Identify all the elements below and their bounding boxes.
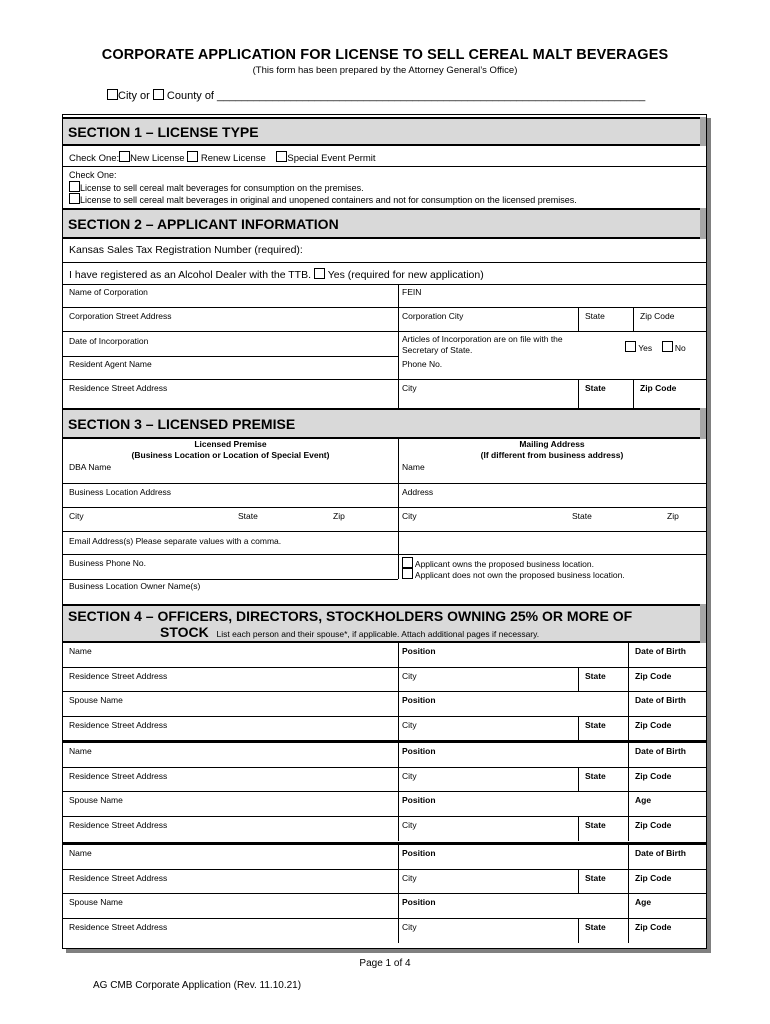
col-divider bbox=[633, 307, 634, 331]
ttb-yes-label: Yes (required for new application) bbox=[327, 269, 484, 281]
officer-field-label: Date of Birth bbox=[635, 848, 686, 858]
divider bbox=[63, 691, 706, 692]
col-divider bbox=[398, 768, 399, 793]
articles-label-line2: Secretary of State. bbox=[402, 345, 473, 355]
divider bbox=[63, 356, 399, 357]
col-divider bbox=[578, 379, 579, 408]
owner-names-label: Business Location Owner Name(s) bbox=[69, 581, 201, 591]
officer-field-label: Position bbox=[402, 848, 436, 858]
articles-label-line1: Articles of Incorporation are on file with the bbox=[402, 334, 563, 344]
officer-field-label: Residence Street Address bbox=[69, 921, 168, 932]
ttb-label: I have registered as an Alcohol Dealer with the TTB. bbox=[69, 269, 312, 281]
col-divider bbox=[628, 845, 629, 870]
city-label: City or bbox=[118, 90, 150, 102]
col-divider bbox=[628, 817, 629, 842]
on-premises-label: License to sell cereal malt beverages for consumption on the premises. bbox=[80, 183, 364, 193]
articles-yes-label: Yes bbox=[638, 343, 653, 353]
officer-field-label: Spouse Name bbox=[69, 795, 123, 805]
articles-yes bbox=[625, 341, 686, 353]
col-divider bbox=[398, 439, 399, 579]
col-divider bbox=[398, 919, 399, 944]
agent-zip-label: Zip Code bbox=[640, 383, 677, 393]
col-divider bbox=[628, 792, 629, 817]
ttb-row bbox=[69, 268, 484, 281]
officer-field-label: Position bbox=[402, 646, 436, 656]
officer-field-label: Spouse Name bbox=[69, 897, 123, 907]
officer-field-label: City bbox=[402, 819, 417, 830]
col-divider bbox=[398, 284, 399, 408]
premises-option-2 bbox=[69, 193, 577, 205]
officer-field-label: Zip Code bbox=[635, 719, 672, 730]
col-divider bbox=[398, 668, 399, 693]
not-owns-checkbox[interactable] bbox=[402, 568, 413, 579]
business-location-label: Business Location Address bbox=[69, 487, 172, 497]
col-divider bbox=[628, 768, 629, 793]
business-phone-label: Business Phone No. bbox=[69, 558, 147, 568]
col-divider bbox=[628, 743, 629, 768]
mailing-address-head: Mailing Address bbox=[519, 439, 585, 449]
divider bbox=[63, 331, 706, 332]
premise-city-label: City bbox=[69, 511, 84, 521]
officer-field-label: Position bbox=[402, 897, 436, 907]
agent-city-label: City bbox=[402, 383, 417, 393]
officer-field-label: Position bbox=[402, 795, 436, 805]
mailing-city-label: City bbox=[402, 511, 417, 521]
col-divider bbox=[578, 668, 579, 693]
section-4-note: List each person and their spouse*, if applicable. Attach additional pages if necessary. bbox=[216, 629, 540, 639]
col-divider bbox=[398, 817, 399, 842]
section-4-title: SECTION 4 – OFFICERS, DIRECTORS, STOCKHOLDERS OWNING 25% OR MORE OF bbox=[68, 608, 633, 624]
renew-license-label: Renew License bbox=[200, 153, 266, 164]
col-divider bbox=[578, 817, 579, 842]
officer-field-label: Zip Code bbox=[635, 921, 672, 932]
officer-field-label: Zip Code bbox=[635, 670, 672, 681]
section-1-side bbox=[700, 117, 706, 146]
divider bbox=[63, 483, 706, 484]
col-divider bbox=[398, 692, 399, 717]
corp-city-label: Corporation City bbox=[402, 311, 464, 321]
new-license-checkbox[interactable] bbox=[119, 151, 130, 162]
divider bbox=[63, 767, 706, 768]
new-license-label: New License bbox=[130, 153, 185, 164]
divider bbox=[63, 579, 398, 580]
not-owns-label: Applicant does not own the proposed business location. bbox=[414, 570, 625, 580]
officer-field-label: Position bbox=[402, 695, 436, 705]
col-divider bbox=[628, 894, 629, 919]
officer-field-label: City bbox=[402, 719, 417, 730]
licensed-premise-subhead: (Business Location or Location of Special Event) bbox=[131, 450, 330, 460]
col-divider bbox=[578, 307, 579, 331]
form-subtitle: (This form has been prepared by the Attorney General’s Office) bbox=[252, 65, 518, 76]
section-2-side bbox=[700, 208, 706, 239]
corp-zip-label: Zip Code bbox=[640, 311, 675, 321]
special-event-label: Special Event Permit bbox=[287, 153, 376, 164]
off-premises-checkbox[interactable] bbox=[69, 193, 80, 204]
officer-field-label: Position bbox=[402, 746, 436, 756]
page-number: Page 1 of 4 bbox=[359, 958, 411, 969]
divider bbox=[63, 554, 706, 555]
officer-field-label: State bbox=[585, 819, 606, 830]
divider bbox=[63, 262, 706, 263]
officer-field-label: Name bbox=[69, 746, 92, 756]
officer-field-label: Residence Street Address bbox=[69, 670, 168, 681]
col-divider bbox=[628, 870, 629, 895]
officer-field-label: Zip Code bbox=[635, 872, 672, 883]
divider bbox=[63, 918, 706, 919]
county-label: County of ______________________________________________________________________ bbox=[166, 90, 646, 102]
agent-state-label: State bbox=[585, 383, 606, 393]
officer-field-label: Date of Birth bbox=[635, 746, 686, 756]
divider bbox=[63, 869, 706, 870]
mailing-name-label: Name bbox=[402, 462, 425, 472]
tax-registration-label: Kansas Sales Tax Registration Number (required): bbox=[69, 244, 303, 256]
date-incorporation-label: Date of Incorporation bbox=[69, 336, 149, 346]
email-label: Email Address(s) Please separate values with a comma. bbox=[69, 536, 282, 546]
col-divider bbox=[578, 717, 579, 742]
divider bbox=[63, 667, 706, 668]
officer-field-label: Date of Birth bbox=[635, 646, 686, 656]
officer-field-label: Zip Code bbox=[635, 819, 672, 830]
divider bbox=[63, 816, 706, 817]
corp-state-label: State bbox=[585, 311, 605, 321]
articles-no-checkbox[interactable] bbox=[662, 341, 673, 352]
articles-no-label: No bbox=[674, 343, 686, 353]
divider bbox=[63, 379, 706, 380]
officer-field-label: State bbox=[585, 921, 606, 932]
officer-field-label: City bbox=[402, 872, 417, 883]
divider bbox=[63, 716, 706, 717]
corp-name-label: Name of Corporation bbox=[69, 287, 148, 297]
col-divider bbox=[398, 792, 399, 817]
divider bbox=[63, 166, 706, 167]
mailing-address-label: Address bbox=[402, 487, 434, 497]
col-divider bbox=[628, 919, 629, 944]
license-type-row bbox=[69, 151, 376, 164]
frame-shadow-right bbox=[707, 118, 711, 953]
divider bbox=[63, 893, 706, 894]
section-3-side bbox=[700, 408, 706, 439]
section-2-header: SECTION 2 – APPLICANT INFORMATION bbox=[63, 208, 700, 239]
premise-state-label: State bbox=[238, 511, 258, 521]
divider bbox=[63, 284, 706, 285]
corp-street-label: Corporation Street Address bbox=[69, 311, 172, 321]
licensed-premise-head: Licensed Premise bbox=[194, 439, 267, 449]
city-checkbox[interactable] bbox=[107, 89, 118, 100]
officer-field-label: Age bbox=[635, 795, 652, 805]
section-1-header: SECTION 1 – LICENSE TYPE bbox=[63, 117, 700, 146]
col-divider bbox=[398, 717, 399, 742]
phone-label: Phone No. bbox=[402, 359, 443, 369]
divider bbox=[63, 791, 706, 792]
officer-field-label: State bbox=[585, 770, 606, 781]
officer-field-label: Name bbox=[69, 848, 92, 858]
col-divider bbox=[628, 692, 629, 717]
officer-field-label: Residence Street Address bbox=[69, 819, 168, 830]
col-divider bbox=[398, 845, 399, 870]
officer-field-label: State bbox=[585, 670, 606, 681]
col-divider bbox=[398, 870, 399, 895]
check-one-label: Check One: bbox=[69, 153, 120, 164]
city-county-line bbox=[107, 89, 645, 102]
col-divider bbox=[578, 919, 579, 944]
col-divider bbox=[398, 894, 399, 919]
col-divider bbox=[578, 768, 579, 793]
mailing-address-subhead: (If different from business address) bbox=[480, 450, 624, 460]
section-3-header: SECTION 3 – LICENSED PREMISE bbox=[63, 408, 700, 439]
section-4-title-line2 bbox=[68, 624, 700, 642]
county-checkbox[interactable] bbox=[153, 89, 164, 100]
col-divider bbox=[398, 643, 399, 668]
special-event-checkbox[interactable] bbox=[276, 151, 287, 162]
officer-field-label: Spouse Name bbox=[69, 695, 123, 705]
divider bbox=[63, 507, 706, 508]
col-divider bbox=[628, 668, 629, 693]
not-owns-option bbox=[402, 568, 625, 580]
articles-yes-checkbox[interactable] bbox=[625, 341, 636, 352]
resident-agent-label: Resident Agent Name bbox=[69, 359, 152, 369]
officer-field-label: Residence Street Address bbox=[69, 719, 168, 730]
form-revision: AG CMB Corporate Application (Rev. 11.10.21) bbox=[93, 980, 302, 991]
section-4-title-stock: STOCK bbox=[160, 624, 209, 640]
officer-field-label: Date of Birth bbox=[635, 695, 686, 705]
section-4-header bbox=[63, 604, 700, 643]
officer-field-label: City bbox=[402, 921, 417, 932]
divider bbox=[63, 307, 706, 308]
section-4-side bbox=[700, 604, 706, 643]
divider bbox=[63, 531, 706, 532]
ttb-yes-checkbox[interactable] bbox=[314, 268, 325, 279]
officer-field-label: City bbox=[402, 670, 417, 681]
col-divider bbox=[628, 717, 629, 742]
col-divider bbox=[633, 379, 634, 408]
owns-checkbox[interactable] bbox=[402, 557, 413, 568]
premise-zip-label: Zip bbox=[333, 511, 345, 521]
mailing-state-label: State bbox=[572, 511, 592, 521]
officer-field-label: Name bbox=[69, 646, 92, 656]
officer-field-label: Residence Street Address bbox=[69, 872, 168, 883]
frame-shadow-bottom bbox=[66, 949, 711, 953]
check-one-label-2: Check One: bbox=[69, 170, 117, 180]
officer-field-label: Residence Street Address bbox=[69, 770, 168, 781]
form-title: CORPORATE APPLICATION FOR LICENSE TO SELL CEREAL MALT BEVERAGES bbox=[101, 47, 669, 63]
group-separator bbox=[63, 842, 706, 845]
officer-field-label: City bbox=[402, 770, 417, 781]
dba-label: DBA Name bbox=[69, 462, 112, 472]
fein-label: FEIN bbox=[402, 287, 422, 297]
agent-street-label: Residence Street Address bbox=[69, 383, 168, 393]
col-divider bbox=[398, 743, 399, 768]
owns-label: Applicant owns the proposed business location. bbox=[414, 559, 594, 569]
off-premises-label: License to sell cereal malt beverages in original and unopened containers and not for consumption on the licensed premises. bbox=[80, 195, 577, 205]
officer-field-label: State bbox=[585, 872, 606, 883]
premises-option-1 bbox=[69, 181, 364, 193]
officer-field-label: State bbox=[585, 719, 606, 730]
on-premises-checkbox[interactable] bbox=[69, 181, 80, 192]
mailing-zip-label: Zip bbox=[667, 511, 679, 521]
col-divider bbox=[628, 643, 629, 668]
officer-field-label: Zip Code bbox=[635, 770, 672, 781]
renew-license-checkbox[interactable] bbox=[187, 151, 198, 162]
col-divider bbox=[578, 870, 579, 895]
group-separator bbox=[63, 740, 706, 743]
officer-field-label: Age bbox=[635, 897, 652, 907]
